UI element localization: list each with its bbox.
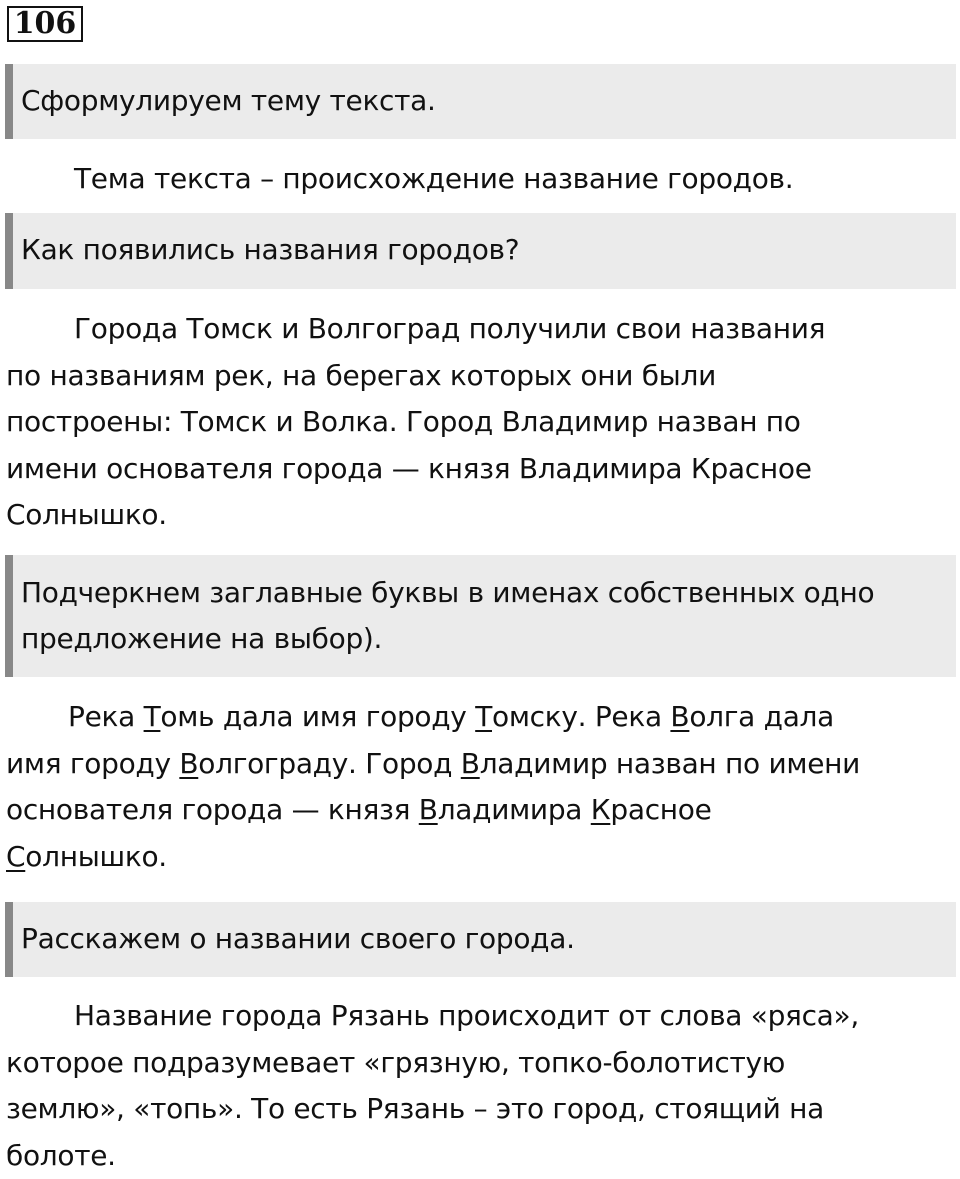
answer-line: Река Томь дала имя городу Томску. Река Волга дала [6, 694, 946, 741]
task-prompt-underline [5, 555, 956, 677]
underlined-capital: К [591, 793, 611, 826]
answer-line: которое подразумевает «грязную, топко-болотистую [6, 1040, 946, 1087]
answer-line: Солнышко. [6, 492, 946, 539]
task-text: Как появились названия городов? [21, 233, 519, 266]
answer-line: имя городу Волгограду. Город Владимир назван по имени [6, 741, 946, 788]
underlined-capital: Т [144, 700, 161, 733]
task-prompt-origin [5, 213, 956, 289]
answer-line: болоте. [6, 1133, 946, 1179]
answer-line: Название города Рязань происходит от слова «ряса», [74, 999, 859, 1032]
answer-line: по названиям рек, на берегах которых они были [6, 353, 946, 400]
underlined-capital: Т [475, 700, 492, 733]
task-text: Сформулируем тему текста. [21, 84, 436, 117]
underlined-capital: В [461, 747, 480, 780]
underlined-capital: В [670, 700, 689, 733]
answer-line: построены: Томск и Волка. Город Владимир назван по [6, 399, 946, 446]
task-text: предложение на выбор). [21, 616, 956, 662]
answer-line: имени основателя города — князя Владимира Красное [6, 446, 946, 493]
answer-line: основателя города — князя Владимира Красное [6, 787, 946, 834]
task-text: Расскажем о названии своего города. [21, 922, 575, 955]
answer-line: землю», «топь». То есть Рязань – это город, стоящий на [6, 1086, 946, 1133]
underlined-capital: В [179, 747, 198, 780]
answer-theme [6, 156, 946, 203]
exercise-number: 106 [7, 6, 83, 42]
underlined-capital: В [419, 793, 438, 826]
answer-origin [6, 306, 946, 539]
answer-own-city [6, 993, 946, 1179]
answer-line: Города Томск и Волгоград получили свои названия [74, 312, 825, 345]
answer-underlined [6, 694, 946, 880]
task-prompt-own-city [5, 902, 956, 977]
answer-line: Солнышко. [6, 834, 946, 881]
task-text: Подчеркнем заглавные буквы в именах собственных одно [21, 570, 956, 616]
answer-text: Тема текста – происхождение название городов. [74, 162, 793, 195]
underlined-capital: С [6, 840, 25, 873]
task-prompt-theme [5, 64, 956, 139]
